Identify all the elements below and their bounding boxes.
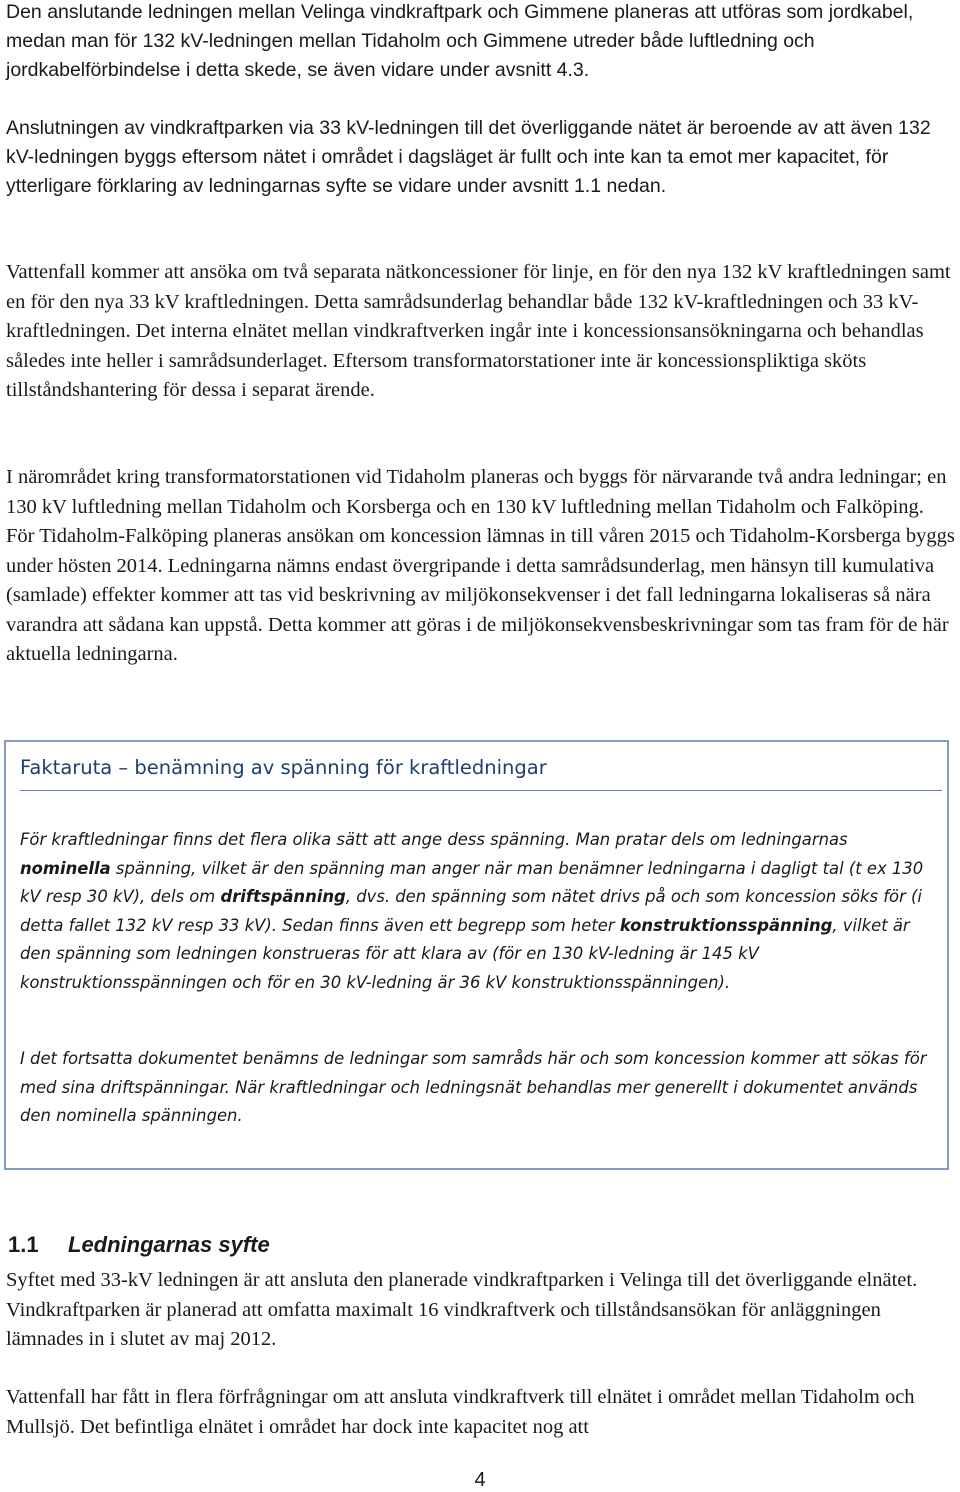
section-title: Ledningarnas syfte [68,1232,270,1257]
term-nominella: nominella [20,858,111,878]
term-driftspanning: driftspänning [220,887,346,906]
paragraph-anslutning: Anslutningen av vindkraftparken via 33 kV-ledningen till det överliggande nätet är beroende av att även 132 kV-ledningen byggs eftersom nätet i området i dagsläget är fullt och inte kan ta emot mer kapacitet, för ytterligare förklaring av ledningarnas syfte se vidare under avsnitt 1.1 nedan. [6,117,931,197]
section-heading [8,1230,270,1260]
fact-text: För kraftledningar finns det flera olika sätt att ange dess spänning. Man pratar dels om ledningarnas [20,830,848,849]
paragraph-forfragningar: Vattenfall har fått in flera förfrågningar om att ansluta vindkraftverk till elnätet i området mellan Tidaholm och Mullsjö. Det befintliga elnätet i området har dock inte kapacitet nog att [6,1386,915,1438]
paragraph-ledningsutforande: Den anslutande ledningen mellan Velinga vindkraftpark och Gimmene planeras att utföras som jordkabel, medan man för 132 kV-ledningen mellan Tidaholm och Gimmene utreder både luftledning och jordkabelförbindelse i detta skede, se även vidare under avsnitt 4.3. [6,1,914,81]
fact-text: , dvs. den spänning som nätet drivs på och som koncession söks för (i detta fallet 132 kV resp 33 kV). Sedan finns även ett begrepp som heter [20,887,922,935]
page-number: 4 [474,1469,486,1491]
paragraph-naromradet: I närområdet kring transformatorstationen vid Tidaholm planeras och byggs för närvarande två andra ledningar; en 130 kV luftledning mellan Tidaholm och Korsberga och en 130 kV luftledning mellan Tidaholm och Falköping. För Tidaholm-Falköping planeras ansökan om koncession lämnas in till våren 2015 och Tidaholm-Korsberga byggs under hösten 2014. Ledningarna nämns endast övergripande i detta samrådsunderlag, men hänsyn till kumulativa (samlade) effekter kommer att tas vid beskrivning av miljökonsekvenser i det fall ledningarna lokaliseras så nära varandra att sådana kan uppstå. Detta kommer att göras i de miljökonsekvensbeskrivningar som tas fram för de här aktuella ledningarna. [6,466,955,665]
fact-box-divider [20,790,942,791]
fact-text: spänning, vilket är den spänning man anger när man benämner ledningarna i dagligt tal (t ex 130 kV resp 30 kV), dels om [20,858,924,906]
term-konstruktionsspanning: konstruktionsspänning [619,915,833,935]
paragraph-syfte: Syftet med 33-kV ledningen är att ansluta den planerade vindkraftparken i Velinga till det överliggande elnätet. Vindkraftparken är planerad att omfatta maximalt 16 vindkraftverk och tillståndsansökan för anläggningen lämnades in i slutet av maj 2012. [6,1269,918,1350]
fact-box [4,740,949,1170]
fact-box-paragraph-2: I det fortsatta dokumentet benämns de ledningar som samråds här och som koncession kommer att sökas för med sina driftspänningar. När kraftledningar och ledningsnät behandlas mer generellt i dokumentet används den nominella spänningen. [20,1049,927,1125]
fact-box-title: Faktaruta – benämning av spänning för kraftledningar [20,756,547,779]
paragraph-natkoncessioner: Vattenfall kommer att ansöka om två separata nätkoncessioner för linje, en för den nya 132 kV kraftledningen samt en för den nya 33 kV kraftledningen. Detta samrådsunderlag behandlar både 132 kV-kraftledningen och 33 kV-kraftledningen. Det interna elnätet mellan vindkraftverken ingår inte i koncessionsansökningarna och behandlas således inte heller i samrådsunderlaget. Eftersom transformatorstationer inte är koncessionspliktiga sköts tillståndshantering för dessa i separat ärende. [6,261,951,401]
section-number: 1.1 [8,1232,39,1257]
fact-text: , vilket är den spänning som ledningen konstrueras för att klara av (för en 130 kV-ledning är 145 kV konstruktionsspänningen och för en 30 kV-ledning är 36 kV konstruktionsspänningen). [20,915,910,992]
fact-box-paragraph-1 [20,826,935,997]
